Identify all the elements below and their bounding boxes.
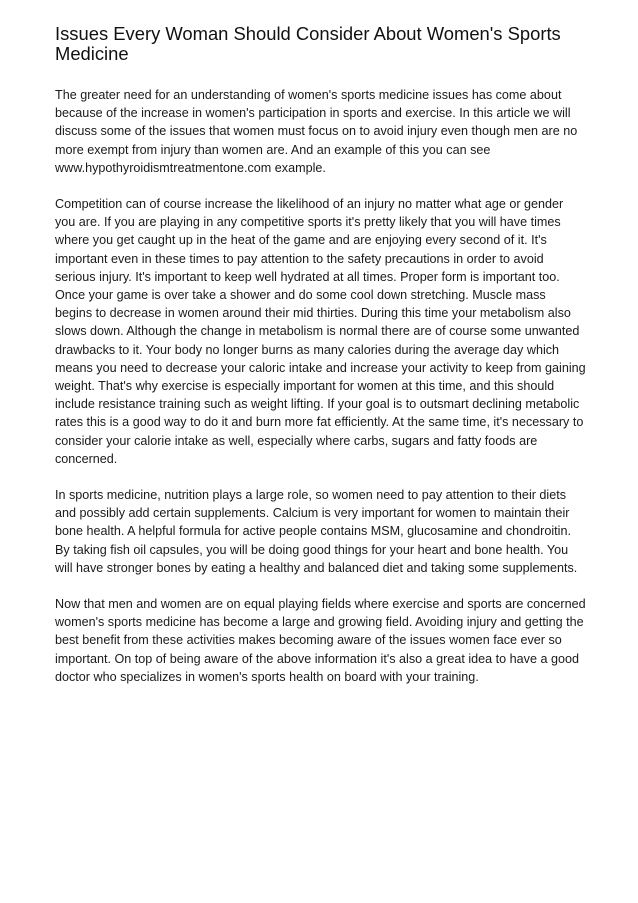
paragraph-intro: The greater need for an understanding of women's sports medicine issues has come about because of the increase in women's participation in sports and exercise. In this article we will discuss some of the issues that women must focus on to avoid injury even though men are no more exempt from injury than women are. And an example of this you can see www.hypothyroidismtreatmentone.com example. [55,88,578,175]
paragraph-conclusion: Now that men and women are on equal playing fields where exercise and sports are concerned women's sports medicine has become a large and growing field. Avoiding injury and getting the best benefit from these activities makes becoming aware of the issues women face ever so important. On top of being aware of the above information it's also a great idea to have a good doctor who specializes in women's sports health on board with your training. [55,597,586,684]
document-page [55,24,586,704]
paragraph-nutrition: In sports medicine, nutrition plays a large role, so women need to pay attention to their diets and possibly add certain supplements. Calcium is very important for women to maintain their bone health. A helpful formula for active people contains MSM, glucosamine and chondroitin. By taking fish oil capsules, you will be doing good things for your heart and bone health. You will have stronger bones by eating a healthy and balanced diet and taking some supplements. [55,488,578,575]
document-title: Issues Every Woman Should Consider About Women's Sports Medicine [55,23,561,64]
paragraph-competition: Competition can of course increase the likelihood of an injury no matter what age or gender you are. If you are playing in any competitive sports it's pretty likely that you will have times where you get caught up in the heat of the game and are enjoying every second of it. It's important even in these times to pay attention to the safety precautions in order to avoid serious injury. It's important to keep well hydrated at all times. Proper form is important too. Once your game is over take a shower and do some cool down stretching. Muscle mass begins to decrease in women around their mid thirties. During this time your metabolism also slows down. Although the change in metabolism is normal there are of course some unwanted drawbacks to it. Your body no longer burns as many calories during the average day which means you need to decrease your caloric intake and increase your activity to keep from gaining weight. That's why exercise is especially important for women at this time, and this should include resistance training such as weight lifting. If your goal is to outsmart declining metabolic rates this is a good way to do it and burn more fat efficiently. At the same time, it's necessary to consider your calorie intake as well, especially where carbs, sugars and fatty foods are concerned. [55,197,586,466]
